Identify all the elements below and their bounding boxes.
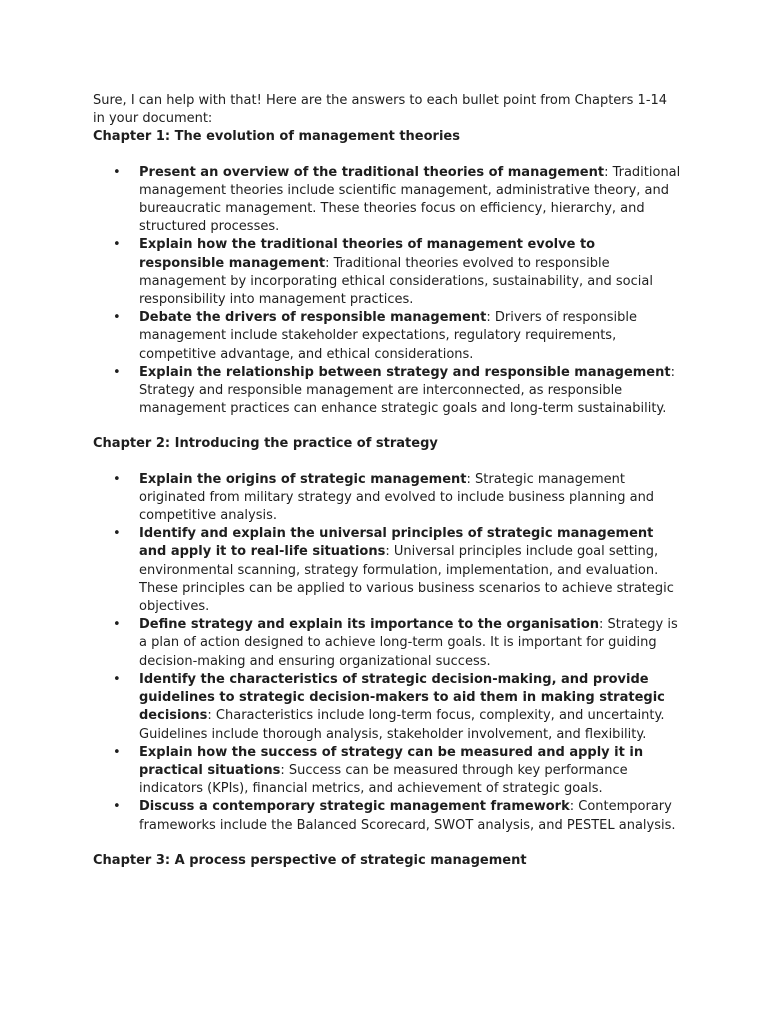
chapter-3-heading: Chapter 3: A process perspective of strategic management: [93, 852, 527, 868]
list-item: • Identify and explain the universal principles of strategic management and apply it to real-life situations: Universal principles include goal setting, environmental scanning, strategy formulation, implementation, and evaluation. These principles can be applied to various business scenarios to achieve strategic objectives.: [113, 526, 674, 615]
bullet-icon: •: [113, 237, 121, 253]
chapter-1-list: [93, 164, 683, 419]
document-page: [93, 92, 683, 870]
list-item: • Discuss a contemporary strategic management framework: Contemporary frameworks include the Balanced Scorecard, SWOT analysis, and PESTEL analysis.: [113, 799, 676, 833]
bullet-icon: •: [113, 526, 121, 542]
list-item: • Explain the origins of strategic management: Strategic management originated from military strategy and evolved to include business planning and competitive analysis.: [113, 471, 655, 524]
list-item: • Explain how the success of strategy can be measured and apply it in practical situations: Success can be measured through key performance indicators (KPIs), financial metrics, and achievement of strategic goals.: [113, 744, 644, 797]
bullet-icon: •: [113, 364, 121, 380]
bullet-icon: •: [113, 671, 121, 687]
list-item: • Explain the relationship between strategy and responsible management: Strategy and responsible management are interconnected, as responsible management practices can enhance strategic goals and long-term sustainability.: [113, 364, 675, 417]
intro-paragraph: Sure, I can help with that! Here are the answers to each bullet point from Chapters 1-14 in your document:: [93, 93, 668, 127]
bullet-icon: •: [113, 617, 121, 633]
bullet-icon: •: [113, 471, 121, 487]
chapter-2-list: [93, 471, 683, 835]
bullet-icon: •: [113, 744, 121, 760]
list-item: • Explain how the traditional theories of management evolve to responsible management: Traditional theories evolved to responsible management by incorporating ethical considerations, sustainability, and social responsibility into management practices.: [113, 237, 653, 308]
bullet-icon: •: [113, 164, 121, 180]
bullet-icon: •: [113, 310, 121, 326]
chapter-1-heading: Chapter 1: The evolution of management theories: [93, 129, 460, 145]
chapter-2-heading: Chapter 2: Introducing the practice of strategy: [93, 436, 438, 452]
list-item: • Debate the drivers of responsible management: Drivers of responsible management include stakeholder expectations, regulatory requirements, competitive advantage, and ethical considerations.: [113, 310, 637, 362]
list-item: • Define strategy and explain its importance to the organisation: Strategy is a plan of action designed to achieve long-term goals. It is important for guiding decision-making and ensuring organizational success.: [113, 617, 678, 669]
list-item: • Present an overview of the traditional theories of management: Traditional management theories include scientific management, administrative theory, and bureaucratic management. These theories focus on efficiency, hierarchy, and structured processes.: [113, 164, 681, 235]
bullet-icon: •: [113, 799, 121, 815]
list-item: • Identify the characteristics of strategic decision-making, and provide guidelines to strategic decision-makers to aid them in making strategic decisions: Characteristics include long-term focus, complexity, and uncertainty. Guidelines include thorough analysis, stakeholder involvement, and flexibility.: [113, 671, 665, 742]
